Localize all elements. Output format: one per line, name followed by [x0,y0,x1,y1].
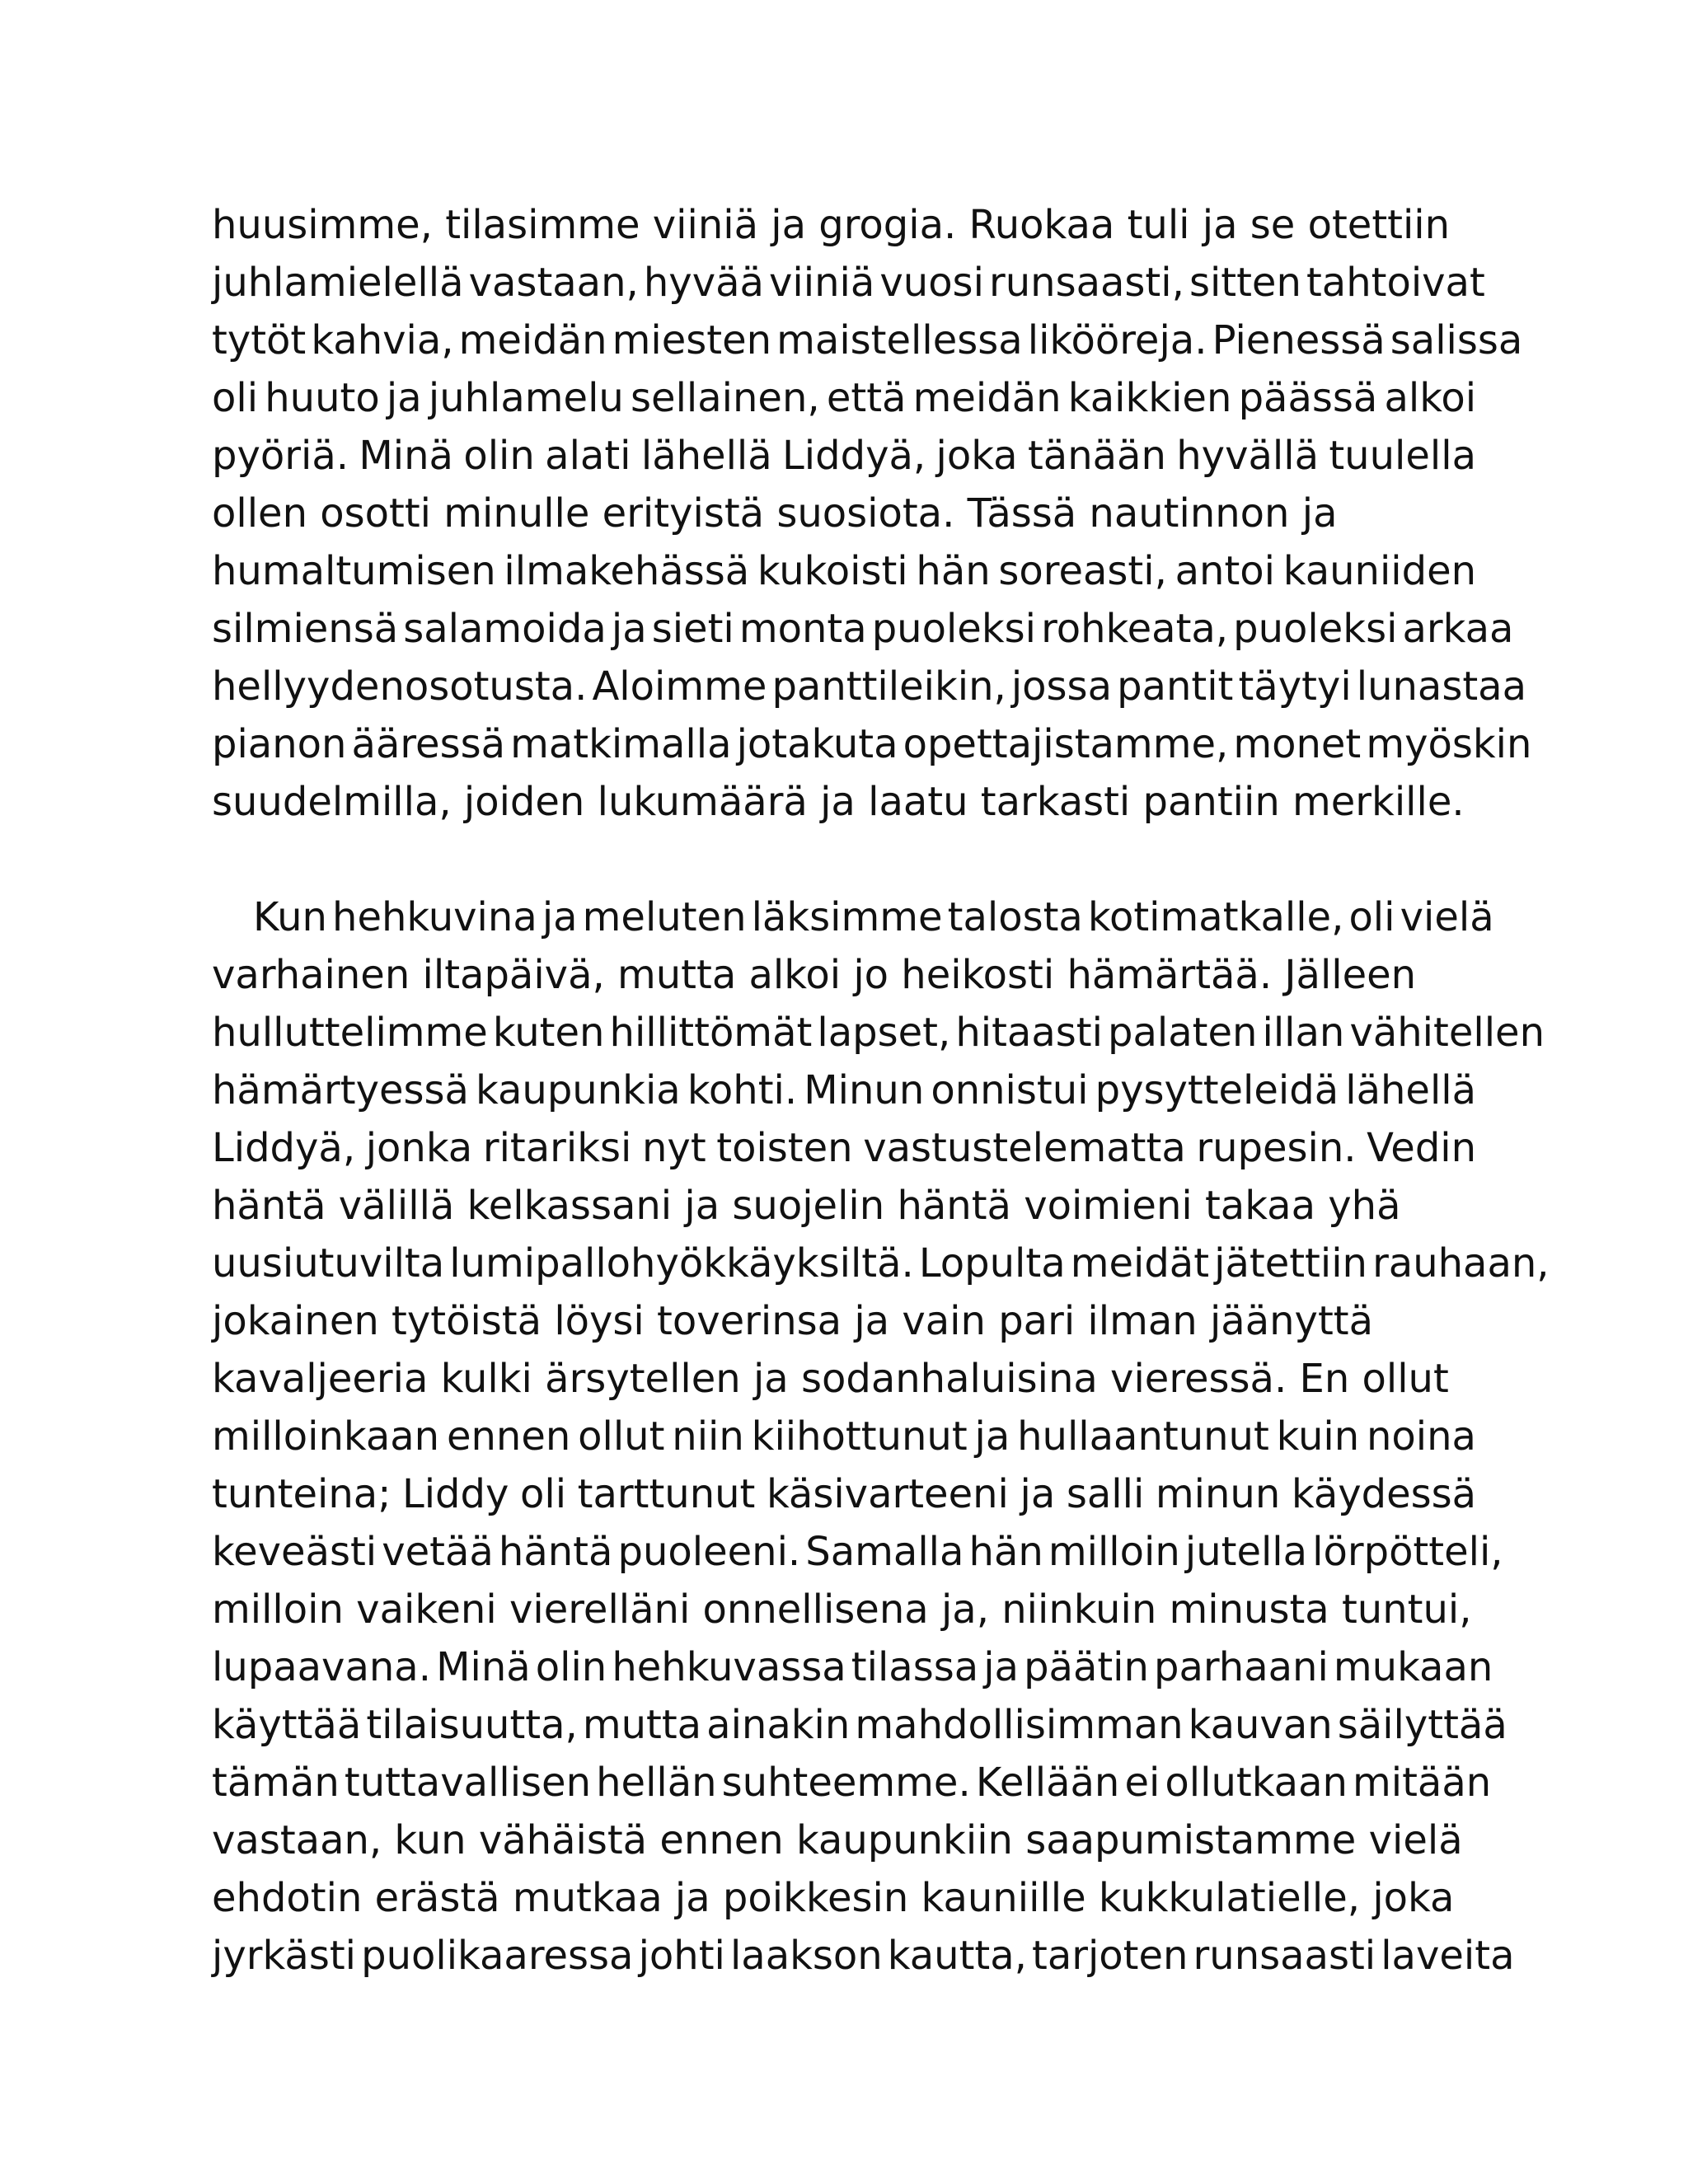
text-line: varhainen iltapäivä, mutta alkoi jo heikosti hämärtää. Jälleen [212,952,1417,998]
text-line: silmiensä salamoida ja sieti monta puoleksi rohkeata, puoleksi arkaa [212,606,1514,652]
text-line: humaltumisen ilmakehässä kukoisti hän soreasti, antoi kauniiden [212,548,1477,594]
text-line: jokainen tytöistä löysi toverinsa ja vain pari ilman jäänyttä [212,1298,1373,1344]
text-line: hellyydenosotusta. Aloimme panttileikin, jossa pantit täytyi lunastaa [212,663,1526,710]
text-line: kavaljeeria kulki ärsytellen ja sodanhaluisina vieressä. En ollut [212,1356,1449,1402]
text-line: keveästi vetää häntä puoleeni. Samalla hän milloin jutella lörpötteli, [212,1529,1503,1575]
text-line: uusiutuvilta lumipallohyökkäyksiltä. Lopulta meidät jätettiin rauhaan, [212,1240,1550,1286]
text-line: käyttää tilaisuutta, mutta ainakin mahdollisimman kauvan säilyttää [212,1702,1507,1748]
body-text [212,196,1550,1985]
paragraph-2 [212,888,1550,1985]
text-line: hulluttelimme kuten hillittömät lapset, hitaasti palaten illan vähitellen [212,1010,1545,1056]
text-line: Kun hehkuvina ja meluten läksimme talosta kotimatkalle, oli vielä [253,894,1494,940]
text-line: lupaavana. Minä olin hehkuvassa tilassa ja päätin parhaani mukaan [212,1644,1493,1690]
text-line: huusimme, tilasimme viiniä ja grogia. Ruokaa tuli ja se otettiin [212,202,1451,248]
text-line: tytöt kahvia, meidän miesten maistellessa likööreja. Pienessä salissa [212,317,1523,363]
text-line: ehdotin erästä mutkaa ja poikkesin kauniille kukkulatielle, joka [212,1875,1455,1921]
text-line: pyöriä. Minä olin alati lähellä Liddyä, joka tänään hyvällä tuulella [212,433,1476,479]
text-line: Liddyä, jonka ritariksi nyt toisten vastustelematta rupesin. Vedin [212,1125,1477,1171]
paragraph-1 [212,196,1532,831]
text-line: milloinkaan ennen ollut niin kiihottunut ja hullaantunut kuin noina [212,1413,1476,1460]
text-line: jyrkästi puolikaaressa johti laakson kautta, tarjoten runsaasti laveita [212,1933,1515,1979]
text-line: milloin vaikeni vierelläni onnellisena ja, niinkuin minusta tuntui, [212,1586,1472,1633]
text-line: häntä välillä kelkassani ja suojelin häntä voimieni takaa yhä [212,1183,1401,1229]
text-line: oli huuto ja juhlamelu sellainen, että meidän kaikkien päässä alkoi [212,375,1477,421]
text-line: suudelmilla, joiden lukumäärä ja laatu tarkasti pantiin merkille. [212,779,1465,825]
text-line: pianon ääressä matkimalla jotakuta opettajistamme, monet myöskin [212,721,1532,767]
text-line: vastaan, kun vähäistä ennen kaupunkiin saapumistamme vielä [212,1817,1463,1863]
text-line: hämärtyessä kaupunkia kohti. Minun onnistui pysytteleidä lähellä [212,1067,1477,1113]
text-line: tunteina; Liddy oli tarttunut käsivarteeni ja salli minun käydessä [212,1471,1477,1517]
text-line: juhlamielellä vastaan, hyvää viiniä vuosi runsaasti, sitten tahtoivat [212,260,1485,306]
text-line: tämän tuttavallisen hellän suhteemme. Kellään ei ollutkaan mitään [212,1760,1492,1806]
text-line: ollen osotti minulle erityistä suosiota. Tässä nautinnon ja [212,490,1338,537]
